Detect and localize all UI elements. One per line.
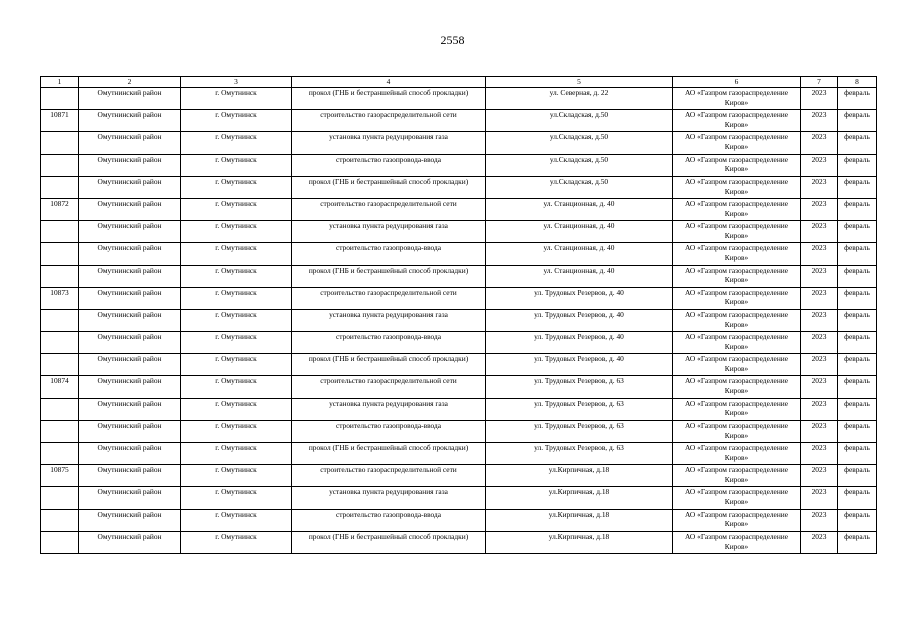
- work-type-cell: строительство газораспределительной сети: [292, 198, 486, 220]
- table-row: [41, 110, 877, 132]
- work-type-cell: прокол (ГНБ и бестраншейный способ прокладки): [292, 531, 486, 553]
- month-cell: февраль: [838, 287, 877, 309]
- month-cell: февраль: [838, 531, 877, 553]
- work-type-cell: установка пункта редуцирования газа: [292, 487, 486, 509]
- work-type-cell: установка пункта редуцирования газа: [292, 221, 486, 243]
- locality-cell: г. Омутнинск: [181, 132, 292, 154]
- organization-cell: АО «Газпром газораспределение Киров»: [673, 243, 801, 265]
- record-number-cell: [41, 243, 79, 265]
- locality-cell: г. Омутнинск: [181, 265, 292, 287]
- locality-cell: г. Омутнинск: [181, 509, 292, 531]
- month-cell: февраль: [838, 332, 877, 354]
- month-cell: февраль: [838, 243, 877, 265]
- table-row: [41, 221, 877, 243]
- year-cell: 2023: [801, 265, 838, 287]
- month-cell: февраль: [838, 398, 877, 420]
- record-number-cell: 10871: [41, 110, 79, 132]
- table-body: [41, 88, 877, 554]
- work-type-cell: прокол (ГНБ и бестраншейный способ прокладки): [292, 354, 486, 376]
- table-row: [41, 265, 877, 287]
- district-cell: Омутнинский район: [79, 243, 181, 265]
- locality-cell: г. Омутнинск: [181, 487, 292, 509]
- organization-cell: АО «Газпром газораспределение Киров»: [673, 110, 801, 132]
- address-cell: ул. Трудовых Резервов, д. 63: [486, 420, 673, 442]
- organization-cell: АО «Газпром газораспределение Киров»: [673, 443, 801, 465]
- organization-cell: АО «Газпром газораспределение Киров»: [673, 221, 801, 243]
- address-cell: ул. Трудовых Резервов, д. 63: [486, 376, 673, 398]
- locality-cell: г. Омутнинск: [181, 287, 292, 309]
- district-cell: Омутнинский район: [79, 287, 181, 309]
- address-cell: ул.Складская, д.50: [486, 176, 673, 198]
- organization-cell: АО «Газпром газораспределение Киров»: [673, 531, 801, 553]
- column-header: 5: [486, 77, 673, 88]
- work-type-cell: строительство газопровода-ввода: [292, 420, 486, 442]
- column-header: 7: [801, 77, 838, 88]
- district-cell: Омутнинский район: [79, 398, 181, 420]
- year-cell: 2023: [801, 443, 838, 465]
- address-cell: ул. Трудовых Резервов, д. 40: [486, 332, 673, 354]
- district-cell: Омутнинский район: [79, 176, 181, 198]
- month-cell: февраль: [838, 132, 877, 154]
- district-cell: Омутнинский район: [79, 309, 181, 331]
- locality-cell: г. Омутнинск: [181, 309, 292, 331]
- table-row: [41, 509, 877, 531]
- record-number-cell: [41, 531, 79, 553]
- locality-cell: г. Омутнинск: [181, 376, 292, 398]
- record-number-cell: [41, 332, 79, 354]
- table-row: [41, 354, 877, 376]
- work-type-cell: строительство газораспределительной сети: [292, 110, 486, 132]
- work-type-cell: строительство газораспределительной сети: [292, 465, 486, 487]
- year-cell: 2023: [801, 376, 838, 398]
- column-header: 2: [79, 77, 181, 88]
- district-cell: Омутнинский район: [79, 465, 181, 487]
- address-cell: ул. Трудовых Резервов, д. 40: [486, 309, 673, 331]
- record-number-cell: [41, 221, 79, 243]
- month-cell: февраль: [838, 354, 877, 376]
- address-cell: ул.Кирпичная, д.18: [486, 465, 673, 487]
- locality-cell: г. Омутнинск: [181, 176, 292, 198]
- year-cell: 2023: [801, 243, 838, 265]
- work-type-cell: строительство газораспределительной сети: [292, 287, 486, 309]
- address-cell: ул. Станционная, д. 40: [486, 265, 673, 287]
- column-header: 6: [673, 77, 801, 88]
- district-cell: Омутнинский район: [79, 221, 181, 243]
- record-number-cell: [41, 398, 79, 420]
- locality-cell: г. Омутнинск: [181, 110, 292, 132]
- district-cell: Омутнинский район: [79, 354, 181, 376]
- address-cell: ул. Северная, д. 22: [486, 88, 673, 110]
- table-row: [41, 376, 877, 398]
- year-cell: 2023: [801, 487, 838, 509]
- district-cell: Омутнинский район: [79, 332, 181, 354]
- header-row: [41, 77, 877, 88]
- year-cell: 2023: [801, 198, 838, 220]
- district-cell: Омутнинский район: [79, 443, 181, 465]
- column-header: 4: [292, 77, 486, 88]
- work-type-cell: строительство газопровода-ввода: [292, 509, 486, 531]
- month-cell: февраль: [838, 198, 877, 220]
- table-row: [41, 243, 877, 265]
- locality-cell: г. Омутнинск: [181, 465, 292, 487]
- locality-cell: г. Омутнинск: [181, 88, 292, 110]
- record-number-cell: [41, 265, 79, 287]
- district-cell: Омутнинский район: [79, 132, 181, 154]
- month-cell: февраль: [838, 509, 877, 531]
- record-number-cell: [41, 487, 79, 509]
- table-row: [41, 88, 877, 110]
- district-cell: Омутнинский район: [79, 531, 181, 553]
- organization-cell: АО «Газпром газораспределение Киров»: [673, 265, 801, 287]
- record-number-cell: [41, 132, 79, 154]
- year-cell: 2023: [801, 420, 838, 442]
- table-row: [41, 198, 877, 220]
- locality-cell: г. Омутнинск: [181, 354, 292, 376]
- month-cell: февраль: [838, 176, 877, 198]
- organization-cell: АО «Газпром газораспределение Киров»: [673, 420, 801, 442]
- organization-cell: АО «Газпром газораспределение Киров»: [673, 198, 801, 220]
- address-cell: ул. Трудовых Резервов, д. 40: [486, 354, 673, 376]
- year-cell: 2023: [801, 88, 838, 110]
- district-cell: Омутнинский район: [79, 420, 181, 442]
- record-number-cell: [41, 443, 79, 465]
- work-type-cell: прокол (ГНБ и бестраншейный способ прокладки): [292, 88, 486, 110]
- record-number-cell: [41, 354, 79, 376]
- work-type-cell: установка пункта редуцирования газа: [292, 309, 486, 331]
- record-number-cell: 10872: [41, 198, 79, 220]
- month-cell: февраль: [838, 265, 877, 287]
- table-row: [41, 443, 877, 465]
- month-cell: февраль: [838, 154, 877, 176]
- table-row: [41, 332, 877, 354]
- table-row: [41, 420, 877, 442]
- month-cell: февраль: [838, 420, 877, 442]
- year-cell: 2023: [801, 132, 838, 154]
- register-table: [40, 76, 877, 554]
- month-cell: февраль: [838, 443, 877, 465]
- locality-cell: г. Омутнинск: [181, 420, 292, 442]
- organization-cell: АО «Газпром газораспределение Киров»: [673, 465, 801, 487]
- organization-cell: АО «Газпром газораспределение Киров»: [673, 332, 801, 354]
- record-number-cell: [41, 154, 79, 176]
- district-cell: Омутнинский район: [79, 110, 181, 132]
- address-cell: ул.Складская, д.50: [486, 154, 673, 176]
- organization-cell: АО «Газпром газораспределение Киров»: [673, 88, 801, 110]
- table-row: [41, 398, 877, 420]
- organization-cell: АО «Газпром газораспределение Киров»: [673, 487, 801, 509]
- month-cell: февраль: [838, 221, 877, 243]
- locality-cell: г. Омутнинск: [181, 243, 292, 265]
- work-type-cell: строительство газопровода-ввода: [292, 243, 486, 265]
- table-row: [41, 132, 877, 154]
- column-header: 8: [838, 77, 877, 88]
- month-cell: февраль: [838, 465, 877, 487]
- work-type-cell: строительство газопровода-ввода: [292, 332, 486, 354]
- record-number-cell: [41, 176, 79, 198]
- organization-cell: АО «Газпром газораспределение Киров»: [673, 398, 801, 420]
- district-cell: Омутнинский район: [79, 509, 181, 531]
- organization-cell: АО «Газпром газораспределение Киров»: [673, 176, 801, 198]
- year-cell: 2023: [801, 354, 838, 376]
- district-cell: Омутнинский район: [79, 154, 181, 176]
- organization-cell: АО «Газпром газораспределение Киров»: [673, 509, 801, 531]
- table-row: [41, 176, 877, 198]
- work-type-cell: прокол (ГНБ и бестраншейный способ прокладки): [292, 176, 486, 198]
- address-cell: ул.Складская, д.50: [486, 132, 673, 154]
- table-row: [41, 487, 877, 509]
- record-number-cell: [41, 309, 79, 331]
- work-type-cell: прокол (ГНБ и бестраншейный способ прокладки): [292, 265, 486, 287]
- record-number-cell: 10873: [41, 287, 79, 309]
- organization-cell: АО «Газпром газораспределение Киров»: [673, 154, 801, 176]
- year-cell: 2023: [801, 287, 838, 309]
- district-cell: Омутнинский район: [79, 88, 181, 110]
- organization-cell: АО «Газпром газораспределение Киров»: [673, 287, 801, 309]
- record-number-cell: 10875: [41, 465, 79, 487]
- work-type-cell: прокол (ГНБ и бестраншейный способ прокладки): [292, 443, 486, 465]
- table-row: [41, 309, 877, 331]
- locality-cell: г. Омутнинск: [181, 154, 292, 176]
- record-number-cell: [41, 88, 79, 110]
- year-cell: 2023: [801, 110, 838, 132]
- locality-cell: г. Омутнинск: [181, 398, 292, 420]
- address-cell: ул. Станционная, д. 40: [486, 198, 673, 220]
- year-cell: 2023: [801, 221, 838, 243]
- organization-cell: АО «Газпром газораспределение Киров»: [673, 354, 801, 376]
- locality-cell: г. Омутнинск: [181, 198, 292, 220]
- year-cell: 2023: [801, 509, 838, 531]
- record-number-cell: [41, 420, 79, 442]
- address-cell: ул.Кирпичная, д.18: [486, 509, 673, 531]
- work-type-cell: строительство газопровода-ввода: [292, 154, 486, 176]
- table-row: [41, 531, 877, 553]
- address-cell: ул.Кирпичная, д.18: [486, 531, 673, 553]
- locality-cell: г. Омутнинск: [181, 443, 292, 465]
- column-header: 3: [181, 77, 292, 88]
- year-cell: 2023: [801, 176, 838, 198]
- year-cell: 2023: [801, 465, 838, 487]
- address-cell: ул.Кирпичная, д.18: [486, 487, 673, 509]
- table-row: [41, 287, 877, 309]
- column-header: 1: [41, 77, 79, 88]
- locality-cell: г. Омутнинск: [181, 332, 292, 354]
- organization-cell: АО «Газпром газораспределение Киров»: [673, 132, 801, 154]
- district-cell: Омутнинский район: [79, 265, 181, 287]
- address-cell: ул.Складская, д.50: [486, 110, 673, 132]
- work-type-cell: установка пункта редуцирования газа: [292, 132, 486, 154]
- organization-cell: АО «Газпром газораспределение Киров»: [673, 376, 801, 398]
- table-row: [41, 154, 877, 176]
- page-number: 2558: [440, 33, 465, 47]
- address-cell: ул. Трудовых Резервов, д. 63: [486, 443, 673, 465]
- district-cell: Омутнинский район: [79, 487, 181, 509]
- address-cell: ул. Трудовых Резервов, д. 63: [486, 398, 673, 420]
- month-cell: февраль: [838, 376, 877, 398]
- month-cell: февраль: [838, 110, 877, 132]
- year-cell: 2023: [801, 531, 838, 553]
- year-cell: 2023: [801, 309, 838, 331]
- table-row: [41, 465, 877, 487]
- month-cell: февраль: [838, 309, 877, 331]
- work-type-cell: установка пункта редуцирования газа: [292, 398, 486, 420]
- record-number-cell: 10874: [41, 376, 79, 398]
- address-cell: ул. Станционная, д. 40: [486, 243, 673, 265]
- address-cell: ул. Станционная, д. 40: [486, 221, 673, 243]
- year-cell: 2023: [801, 332, 838, 354]
- year-cell: 2023: [801, 398, 838, 420]
- locality-cell: г. Омутнинск: [181, 531, 292, 553]
- year-cell: 2023: [801, 154, 838, 176]
- locality-cell: г. Омутнинск: [181, 221, 292, 243]
- month-cell: февраль: [838, 487, 877, 509]
- work-type-cell: строительство газораспределительной сети: [292, 376, 486, 398]
- district-cell: Омутнинский район: [79, 198, 181, 220]
- organization-cell: АО «Газпром газораспределение Киров»: [673, 309, 801, 331]
- district-cell: Омутнинский район: [79, 376, 181, 398]
- month-cell: февраль: [838, 88, 877, 110]
- record-number-cell: [41, 509, 79, 531]
- address-cell: ул. Трудовых Резервов, д. 40: [486, 287, 673, 309]
